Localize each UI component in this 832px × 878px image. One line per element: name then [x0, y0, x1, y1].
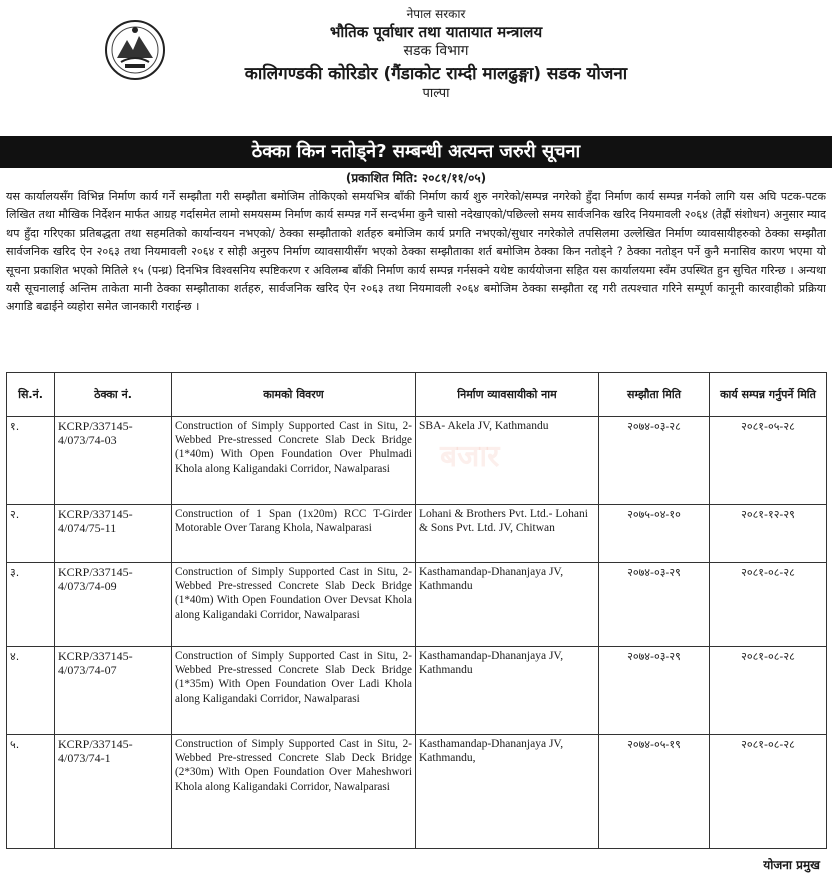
- header-contract-no: ठेक्का नं.: [55, 373, 172, 417]
- table-row: [7, 735, 827, 849]
- cell-serial-no: ५.: [7, 735, 55, 849]
- cell-description: Construction of Simply Supported Cast in Situ, 2- Webbed Pre-stressed Concrete Slab Deck Bridge (1*40m) With Open Foundation Over Phulmadi Khola along Kaligandaki Corridor, Nawalparasi: [172, 417, 416, 505]
- notice-title-banner: ठेक्का किन नतोड्ने? सम्बन्धी अत्यन्त जरुरी सूचना: [0, 136, 832, 168]
- cell-completion-date: २०८१-०५-२८: [710, 417, 827, 505]
- cell-contract-no: KCRP/337145-4/073/74-03: [55, 417, 172, 505]
- cell-agreement-date: २०७४-०३-२९: [599, 647, 710, 735]
- table-header-row: [7, 373, 827, 417]
- contracts-table: [6, 372, 827, 849]
- cell-completion-date: २०८१-०८-२८: [710, 647, 827, 735]
- cell-agreement-date: २०७४-०३-२८: [599, 417, 710, 505]
- cell-serial-no: ४.: [7, 647, 55, 735]
- cell-contract-no: KCRP/337145-4/074/75-11: [55, 505, 172, 563]
- project-name: कालिगण्डकी कोरिडोर (गैंडाकोट राम्दी मालढुङ्गा) सडक योजना: [244, 64, 628, 84]
- header-description: कामको विवरण: [172, 373, 416, 417]
- cell-description: Construction of Simply Supported Cast in Situ, 2- Webbed Pre-stressed Concrete Slab Deck Bridge (1*35m) With Open Foundation Over Ladi Khola along Kaligandaki Corridor, Nawalparasi: [172, 647, 416, 735]
- cell-description: Construction of 1 Span (1x20m) RCC T-Girder Motorable Over Tarang Khola, Nawalparasi: [172, 505, 416, 563]
- cell-firm-name: SBA- Akela JV, Kathmandu: [416, 417, 599, 505]
- cell-agreement-date: २०७५-०४-१०: [599, 505, 710, 563]
- cell-firm-name: Kasthamandap-Dhananjaya JV, Kathmandu: [416, 647, 599, 735]
- header-agreement-date: सम्झौता मिति: [599, 373, 710, 417]
- publication-date: (प्रकाशित मिति: २०८१/११/०५): [345, 171, 487, 185]
- cell-serial-no: १.: [7, 417, 55, 505]
- cell-agreement-date: २०७४-०३-२९: [599, 563, 710, 647]
- notice-header: [0, 6, 832, 102]
- header-completion-date: कार्य सम्पन्न गर्नुपर्ने मिति: [710, 373, 827, 417]
- cell-contract-no: KCRP/337145-4/073/74-09: [55, 563, 172, 647]
- cell-serial-no: २.: [7, 505, 55, 563]
- notice-body-paragraph: यस कार्यालयसँग विभिन्न निर्माण कार्य गर्ने सम्झौता गरी सम्झौता बमोजिम तोकिएको समयभित्र बाँकी निर्माण कार्य शुरु नगरेको/सम्पन्न नगरेको हुँदा निर्माण कार्य सम्पन्न गर्नको लागि यस अघि पटक-पटक लिखित तथा मौखिक निर्देशन मार्फत आग्रह गर्दासमेत लामो समयसम्म निर्माण कार्य सम्पन्न गर्ने सन्दर्भमा कुनै चासो नदेखाएको/पछिल्लो समय सार्वजनिक खरिद नियमावली २०६४ (तेह्रौं संशोधन) अनुसार म्याद थप हुँदा गरिएका प्रतिबद्धता तथा सहमतिको कार्यान्वयन नभएको/ ठेक्का सम्झौताको शर्तहरु बमोजिम कार्य प्रगति नभएको/सुधार नगरेकोले तपसिलमा उल्लेखित निर्माण व्यावसायीहरुको ठेक्का सम्झौता सार्वजनिक खरिद ऐन २०६३ तथा नियमावली २०६४ र सोही अनुरुप निर्माण व्यावसायीसँग भएको ठेक्का सम्झौताका शर्त बमोजिम ठेक्का किन नतोड्ने ? ठेक्का नतोड्न पर्ने कुनै मनासिव कारण भएमा यो सूचना प्रकाशित भएको मितिले १५ (पन्ध्र) दिनभित्र विश्वसनिय स्पष्टिकरण र अविलम्ब बाँकी निर्माण कार्य सम्पन्न गर्नसक्ने यथेष्ट कार्ययोजना सहित यस कार्यालयमा स्वँम उपस्थित हुन सुचित गरिन्छ । अन्यथा यसै सूचनालाई अन्तिम ताकेता मानी ठेक्का सम्झौताका शर्तहरु, सार्वजनिक खरिद ऐन २०६३ तथा नियमावली २०६४ बमोजिम ठेक्का सम्झौता रद्द गरी तत्पश्चात गरिने सम्पूर्ण कानूनी कारवाहीको प्रक्रिया अगाडि बढाईने व्यहोरा समेत जानकारी गराईन्छ ।: [6, 190, 826, 314]
- cell-firm-name: Lohani & Brothers Pvt. Ltd.- Lohani & Sons Pvt. Ltd. JV, Chitwan: [416, 505, 599, 563]
- ministry-name: भौतिक पूर्वाधार तथा यातायात मन्त्रालय: [329, 23, 543, 41]
- cell-description: Construction of Simply Supported Cast in Situ, 2- Webbed Pre-stressed Concrete Slab Deck Bridge (1*40m) With Open Foundation Over Devsat Khola along Kaligandaki Corridor, Nawalparasi: [172, 563, 416, 647]
- cell-completion-date: २०८१-०८-२८: [710, 563, 827, 647]
- signature-title: योजना प्रमुख: [763, 858, 820, 872]
- cell-contract-no: KCRP/337145-4/073/74-1: [55, 735, 172, 849]
- header-firm-name: निर्माण व्यावसायीको नाम: [416, 373, 599, 417]
- department-name: सडक विभाग: [403, 43, 469, 59]
- cell-agreement-date: २०७४-०५-१९: [599, 735, 710, 849]
- government-name: नेपाल सरकार: [406, 7, 466, 21]
- table-row: [7, 505, 827, 563]
- district-name: पाल्पा: [422, 86, 450, 101]
- header-serial-no: सि.नं.: [7, 373, 55, 417]
- cell-contract-no: KCRP/337145-4/073/74-07: [55, 647, 172, 735]
- watermark-text: बजार: [440, 439, 500, 474]
- cell-firm-name: Kasthamandap-Dhananjaya JV, Kathmandu,: [416, 735, 599, 849]
- cell-completion-date: २०८१-०८-२८: [710, 735, 827, 849]
- cell-firm-name: Kasthamandap-Dhananjaya JV, Kathmandu: [416, 563, 599, 647]
- table-row: [7, 647, 827, 735]
- table-row: [7, 417, 827, 505]
- table-row: [7, 563, 827, 647]
- cell-serial-no: ३.: [7, 563, 55, 647]
- cell-completion-date: २०८१-१२-२९: [710, 505, 827, 563]
- cell-description: Construction of Simply Supported Cast in Situ, 2- Webbed Pre-stressed Concrete Slab Deck Bridge (2*30m) With Open Foundation Over Maheshwori Khola along Kaligandaki Corridor, Nawalparasi: [172, 735, 416, 849]
